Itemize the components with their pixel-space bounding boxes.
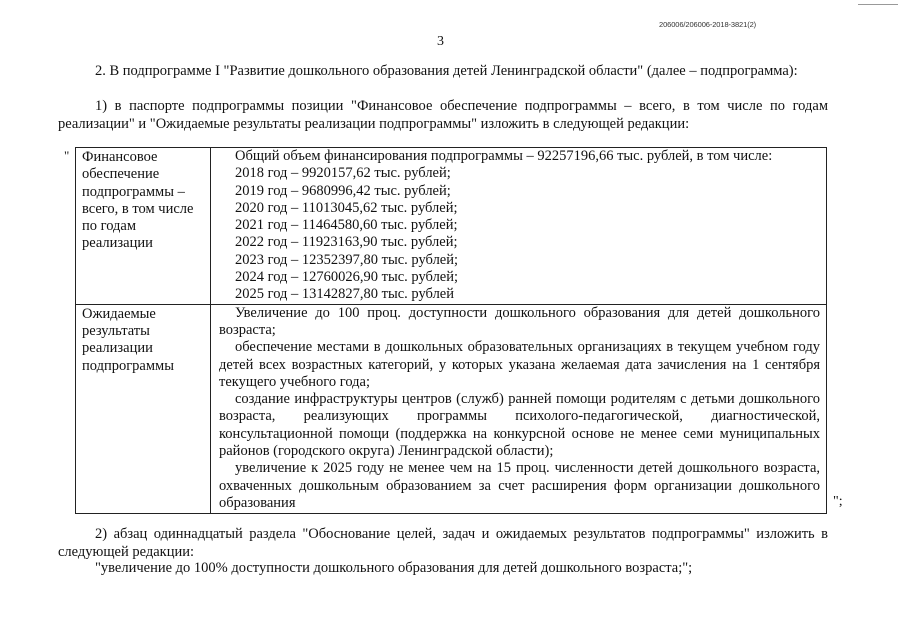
- opening-quote: ": [64, 148, 70, 163]
- paragraph-passport-change: 1) в паспорте подпрограммы позиции "Финансовое обеспечение подпрограммы – всего, в том числе по годам реализации" и "Ожидаемые результаты реализации подпрограммы" изложить в следующей редакции:: [58, 98, 828, 132]
- financing-label-line: подпрограммы –: [82, 183, 185, 200]
- financing-label-line: по годам: [82, 218, 137, 235]
- financing-year-line: 2021 год – 11464580,60 тыс. рублей;: [235, 217, 458, 234]
- financing-year-line: 2025 год – 13142827,80 тыс. рублей: [235, 286, 455, 303]
- closing-quote: ";: [833, 494, 843, 509]
- financing-year-line: 2020 год – 11013045,62 тыс. рублей;: [235, 199, 458, 216]
- document-id: 206006/206006-2018-3821(2): [659, 20, 757, 29]
- financing-value-cell: [211, 148, 827, 305]
- financing-total: Общий объем финансирования подпрограммы – 92257196,66 тыс. рублей, в том числе:: [235, 148, 773, 164]
- results-label-line: результаты: [82, 322, 150, 339]
- result-item: обеспечение местами в дошкольных образовательных организациях в текущем учебном году детей всех возрастных категорий, у которых указана желаемая дата зачисления на 1 сентября текущего учебного года;: [219, 339, 820, 390]
- financing-label-cell: [76, 148, 211, 305]
- table-row-financing: [76, 148, 827, 305]
- financing-year-line: 2022 год – 11923163,90 тыс. рублей;: [235, 234, 458, 251]
- financing-year-line: 2018 год – 9920157,62 тыс. рублей;: [235, 165, 451, 182]
- scan-edge-mark: [858, 4, 898, 5]
- results-label-line: Ожидаемые: [82, 305, 156, 322]
- financing-year-line: 2024 год – 12760026,90 тыс. рублей;: [235, 269, 459, 286]
- financing-label-line: Финансовое: [82, 149, 158, 165]
- financing-label-line: обеспечение: [82, 166, 160, 183]
- passport-table: [75, 147, 827, 514]
- results-label-line: реализации: [82, 340, 153, 357]
- financing-label-line: всего, в том числе: [82, 200, 194, 217]
- table-row-results: [76, 304, 827, 514]
- result-item: увеличение к 2025 году не менее чем на 15 проц. численности детей дошкольного возраста, охваченных дошкольным образованием за счет расширения форм организации дошкольного образования: [219, 460, 820, 511]
- page-number: 3: [437, 34, 444, 49]
- paragraph-subprogram-intro: 2. В подпрограмме I "Развитие дошкольного образования детей Ленинградской области" (далее – подпрограмма):: [95, 63, 798, 79]
- paragraph-paragraph-eleven: 2) абзац одиннадцатый раздела "Обоснование целей, задач и ожидаемых результатов подпрограммы" изложить в следующей редакции:: [58, 526, 828, 560]
- results-value-cell: [211, 304, 827, 514]
- results-label-cell: [76, 304, 211, 514]
- result-item: создание инфраструктуры центров (служб) ранней помощи родителям с детьми дошкольного возраста, реализующих программы психолого-педагогической, диагностической, консультационной помощи (поддержка на конкурсной основе не менее семи муниципальных районов (городского округа) Ленинградской области);: [219, 391, 820, 460]
- result-item: Увеличение до 100 проц. доступности дошкольного образования для детей дошкольного возраста;: [219, 304, 820, 338]
- financing-year-line: 2019 год – 9680996,42 тыс. рублей;: [235, 182, 451, 199]
- results-label-line: подпрограммы: [82, 357, 174, 374]
- financing-year-line: 2023 год – 12352397,80 тыс. рублей;: [235, 251, 459, 268]
- paragraph-new-wording: "увеличение до 100% доступности дошкольного образования для детей дошкольного возраста;";: [95, 560, 693, 576]
- financing-label-line: реализации: [82, 235, 153, 252]
